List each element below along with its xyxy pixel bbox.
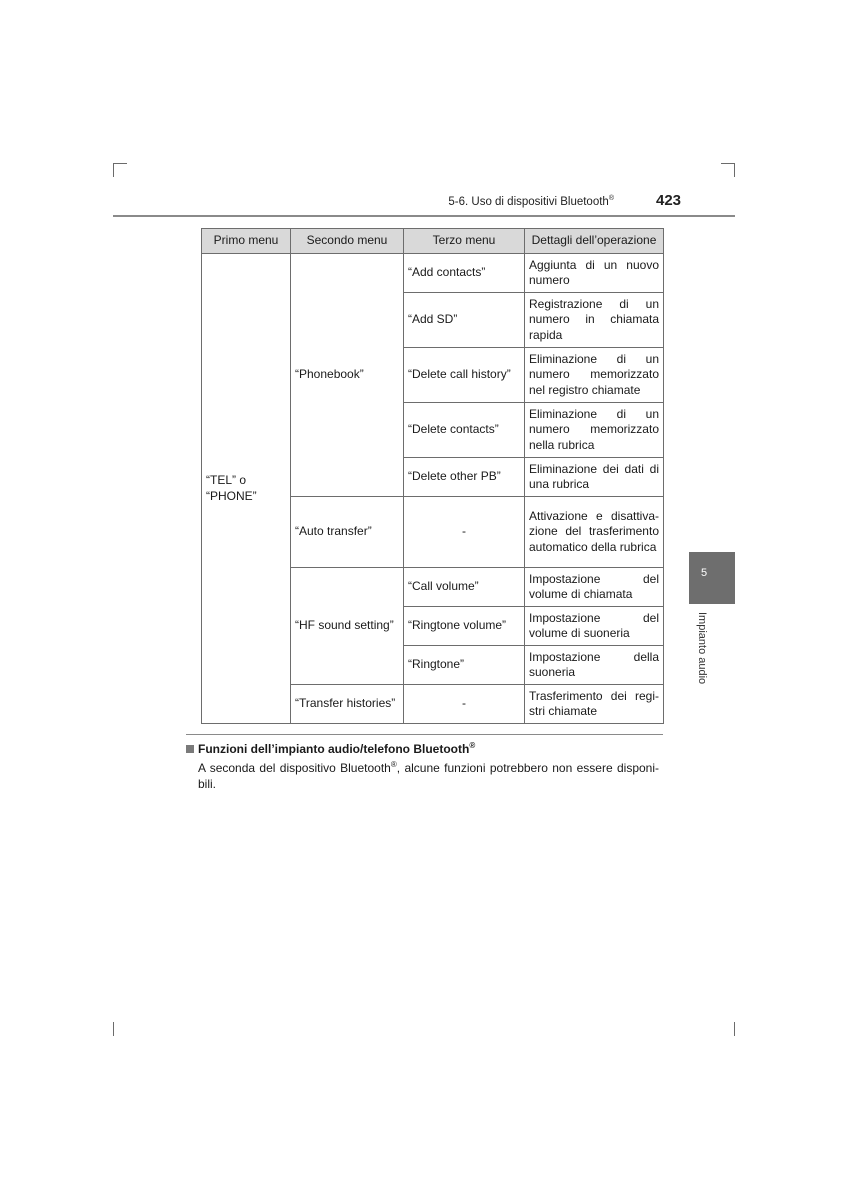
third-menu-cell: “Add SD” [404,293,525,348]
third-menu-cell: - [404,685,525,724]
crop-mark-top-right-vertical [734,163,735,177]
registered-mark: ® [608,195,614,202]
registered-mark: ® [390,760,397,769]
crop-mark-bottom-right [734,1022,735,1036]
second-menu-cell: “HF sound setting” [291,568,404,685]
crop-mark-top-left-horizontal [113,163,127,164]
note-heading-text: Funzioni dell’impianto audio/telefono Bluetooth [198,742,470,756]
second-menu-cell: “Phonebook” [291,254,404,497]
note-heading [186,741,475,756]
column-header-third: Terzo menu [404,229,525,254]
section-title [448,195,614,208]
page-number: 423 [656,192,682,209]
third-menu-cell: “Delete other PB” [404,458,525,497]
third-menu-cell: “Add contacts” [404,254,525,293]
table-header-row [202,229,664,254]
third-menu-cell: “Delete contacts” [404,403,525,458]
column-header-second: Secondo menu [291,229,404,254]
third-menu-cell: “Call volume” [404,568,525,607]
third-menu-cell: “Delete call history” [404,348,525,403]
third-menu-cell: “Ringtone volume” [404,607,525,646]
detail-cell: Aggiunta di un nuovo numero [525,254,664,293]
chapter-number: 5 [700,567,708,579]
second-menu-cell: “Transfer histories” [291,685,404,724]
column-header-details: Dettagli dell’operazione [525,229,664,254]
detail-cell: Impostazione della suoneria [525,646,664,685]
detail-cell: Registrazione di un numero in chiamata rapida [525,293,664,348]
detail-cell: Impostazione del volume di chiamata [525,568,664,607]
detail-cell: Impostazione del volume di suoneria [525,607,664,646]
note-body [198,760,659,792]
table-row [202,254,664,293]
menu-table [201,228,664,724]
square-bullet-icon [186,745,194,753]
crop-mark-top-right-horizontal [721,163,735,164]
section-divider [186,734,663,735]
chapter-tab [689,552,735,604]
section-title-text: 5-6. Uso di dispositivi Bluetooth [448,195,609,208]
detail-cell: Eliminazione di un numero memorizzato nel registro chiamate [525,348,664,403]
primary-menu-cell: “TEL” o “PHONE” [202,254,291,724]
column-header-primary: Primo menu [202,229,291,254]
detail-cell: Attivazione e disattiva-zione del trasferimento automatico della rubrica [525,497,664,568]
registered-mark: ® [469,741,476,750]
detail-cell: Eliminazione di un numero memorizzato nella rubrica [525,403,664,458]
crop-mark-bottom-left [113,1022,114,1036]
chapter-label: Impianto audio [696,612,708,685]
detail-cell: Trasferimento dei regi-stri chiamate [525,685,664,724]
note-body-text-end: , alcune funzioni potrebbero non essere disponi-bili. [198,761,660,791]
third-menu-cell: “Ringtone” [404,646,525,685]
detail-cell: Eliminazione dei dati di una rubrica [525,458,664,497]
second-menu-cell: “Auto transfer” [291,497,404,568]
third-menu-cell: - [404,497,525,568]
header-rule [113,215,735,217]
note-body-text: A seconda del dispositivo Bluetooth [198,761,391,775]
crop-mark-top-left-vertical [113,163,114,177]
